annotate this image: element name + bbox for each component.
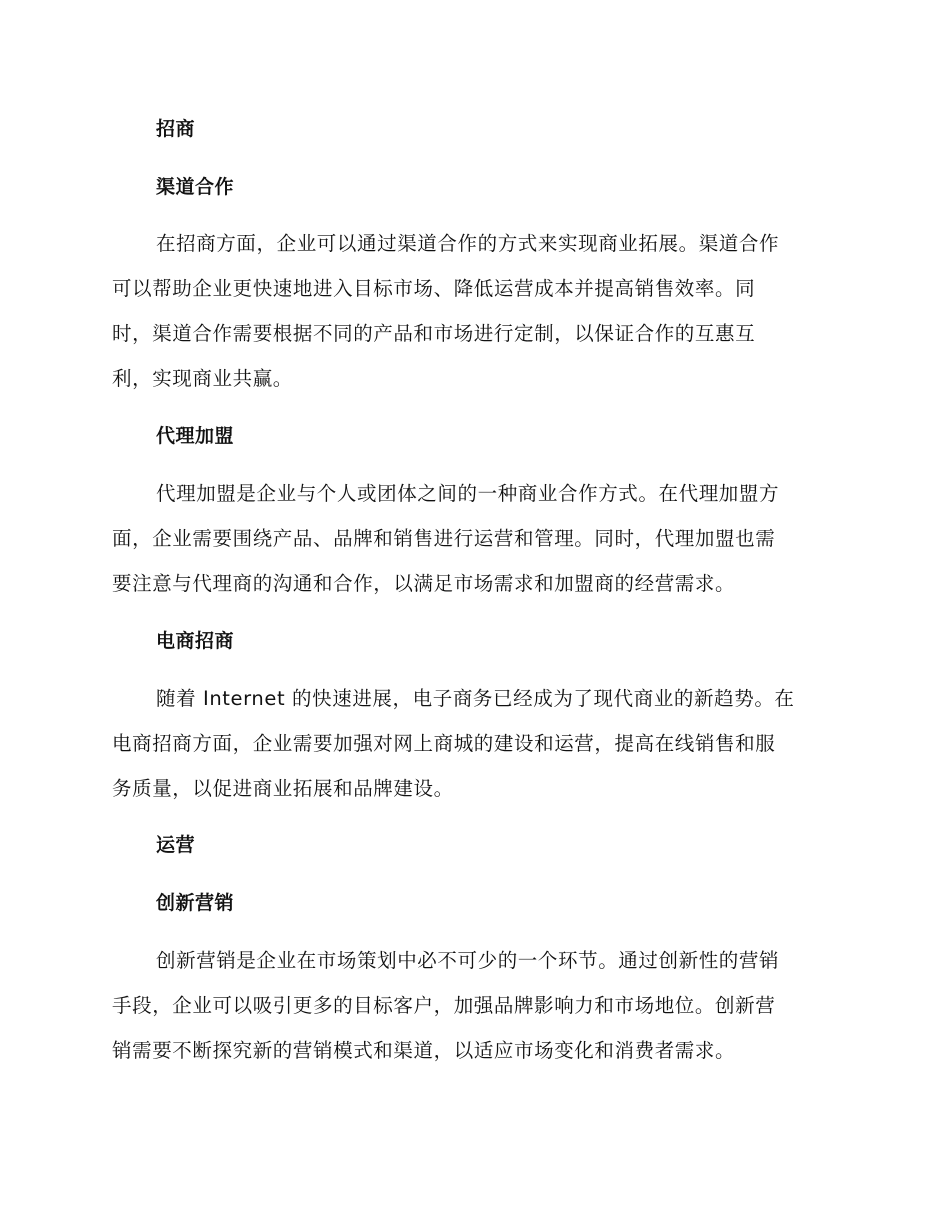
paragraph-qudao-hezuo [112, 221, 834, 401]
heading-dianshang-zhaoshang: 电商招商 [156, 630, 235, 652]
paragraph-line: 时，渠道合作需要根据不同的产品和市场进行定制，以保证合作的互惠互 [112, 322, 756, 345]
paragraph-chuangxin-yingxiao [112, 938, 834, 1073]
paragraph-line: 随着 Internet 的快速进展，电子商务已经成为了现代商业的新趋势。在 [156, 687, 795, 710]
paragraph-line: 创新营销是企业在市场策划中必不可少的一个环节。通过创新性的营销 [156, 949, 780, 972]
paragraph-line: 利，实现商业共赢。 [112, 367, 293, 390]
paragraph-dianshang-zhaoshang [112, 676, 834, 811]
paragraph-line: 要注意与代理商的沟通和合作，以满足市场需求和加盟商的经营需求。 [112, 572, 736, 595]
heading-yunying: 运营 [156, 834, 196, 856]
paragraph-line: 代理加盟是企业与个人或团体之间的一种商业合作方式。在代理加盟方 [156, 482, 780, 505]
heading-chuangxin-yingxiao: 创新营销 [156, 892, 235, 914]
paragraph-line: 手段，企业可以吸引更多的目标客户，加强品牌影响力和市场地位。创新营 [112, 994, 776, 1017]
heading-daili-jiameng: 代理加盟 [156, 425, 235, 447]
paragraph-line: 务质量，以促进商业拓展和品牌建设。 [112, 777, 454, 800]
paragraph-line: 面，企业需要围绕产品、品牌和销售进行运营和管理。同时，代理加盟也需 [112, 527, 776, 550]
heading-qudao-hezuo: 渠道合作 [156, 176, 235, 198]
paragraph-line: 销需要不断探究新的营销模式和渠道，以适应市场变化和消费者需求。 [112, 1039, 736, 1062]
paragraph-line: 电商招商方面，企业需要加强对网上商城的建设和运营，提高在线销售和服 [112, 732, 776, 755]
paragraph-line: 可以帮助企业更快速地进入目标市场、降低运营成本并提高销售效率。同 [112, 277, 756, 300]
heading-zhaoshang: 招商 [156, 118, 196, 140]
paragraph-daili-jiameng [112, 471, 834, 606]
paragraph-line: 在招商方面，企业可以通过渠道合作的方式来实现商业拓展。渠道合作 [156, 232, 780, 255]
